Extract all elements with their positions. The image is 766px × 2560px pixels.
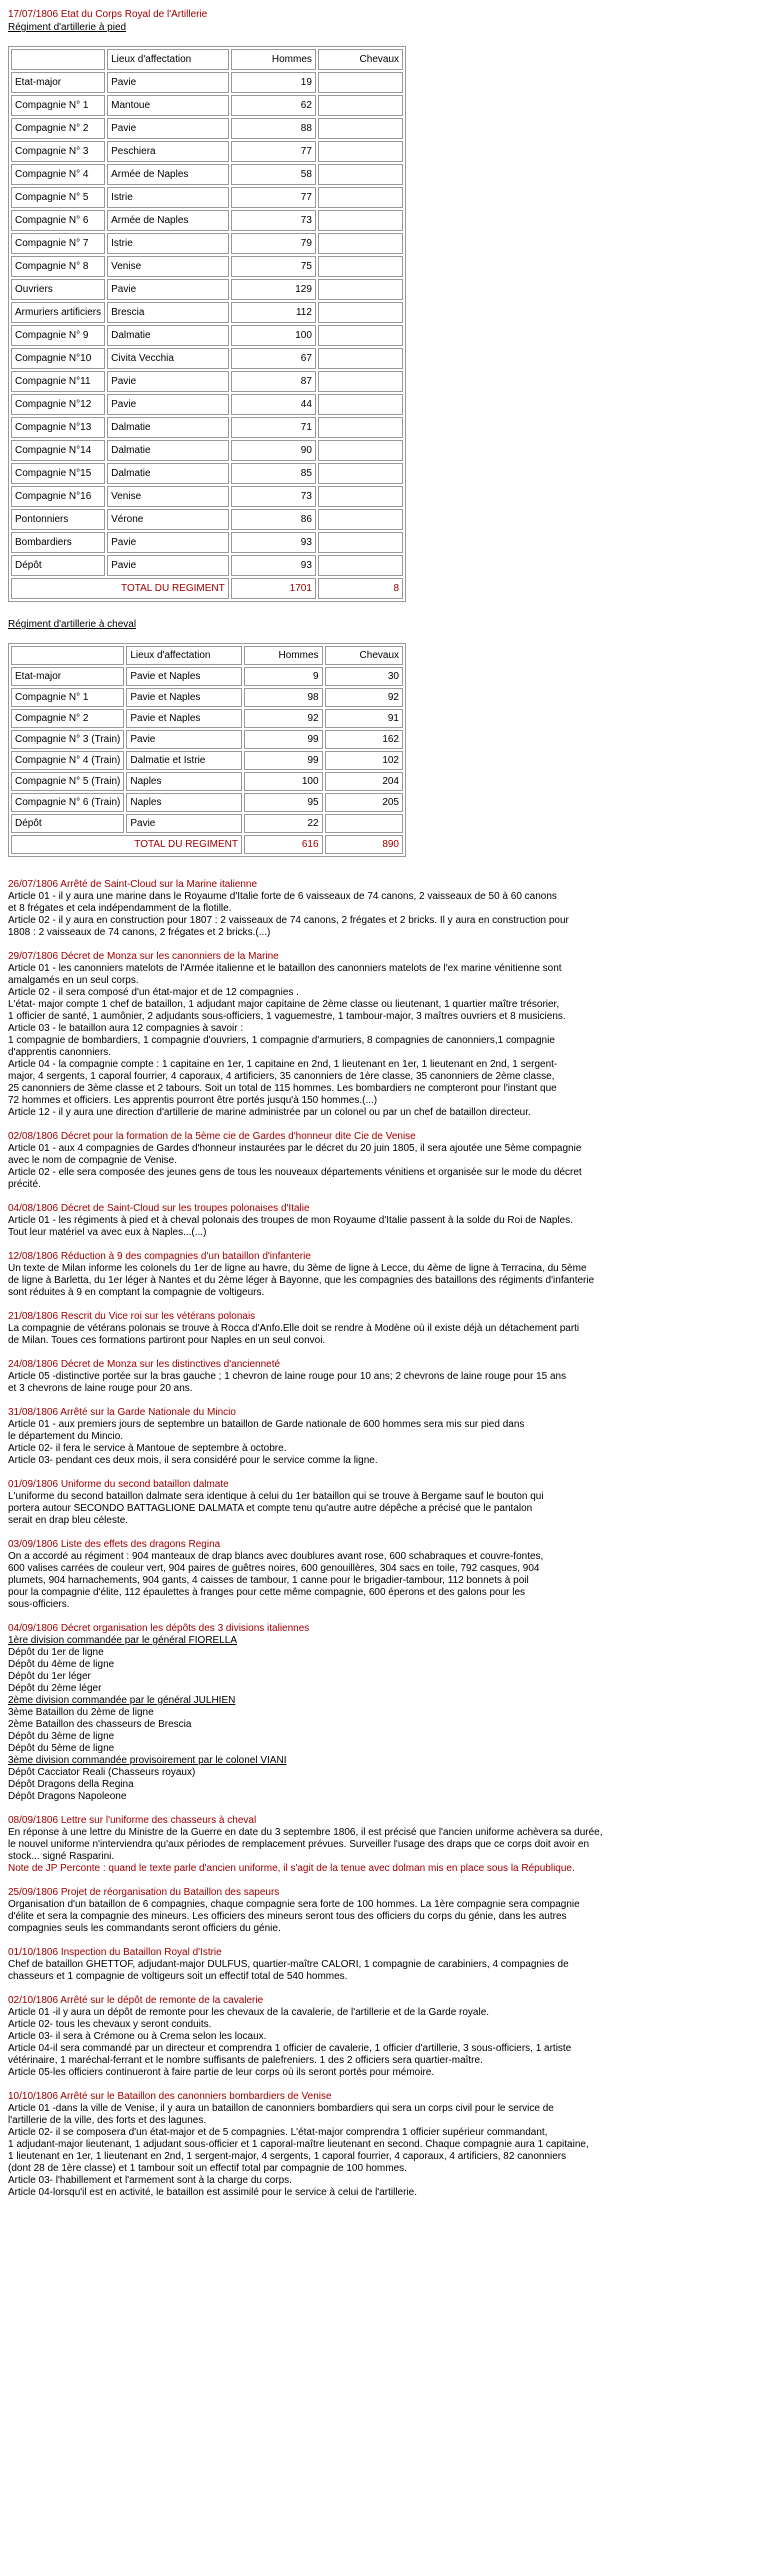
decree-line: portera autour SECONDO BATTAGLIONE DALMATA et compte tenu qu'autre autre dépêche a précisé que le pantalon (8, 1503, 533, 1514)
decree-line: Article 01 - aux premiers jours de septembre un bataillon de Garde nationale de 600 hommes sera mis sur pied dans (8, 1419, 525, 1430)
table-cell: 92 (325, 688, 403, 707)
table-cell: 95 (244, 793, 323, 812)
table-cell (318, 187, 403, 208)
table-cell: 9 (244, 667, 323, 686)
table-row (11, 348, 403, 369)
decree-line: Article 01 -il y aura un dépôt de remonte pour les chevaux de la cavalerie, de l'artillerie et de la Garde royale. (8, 2007, 490, 2018)
decree-line: Un texte de Milan informe les colonels du 1er de ligne au havre, du 3ème de ligne à Lecce, du 4ème de ligne à Terracina, du 5ème (8, 1263, 587, 1274)
table-row (11, 164, 403, 185)
table-cell (318, 394, 403, 415)
table-cell: 79 (231, 233, 316, 254)
decree-entry (8, 1623, 758, 1803)
table-cell: Vérone (107, 509, 229, 530)
table-cell (318, 509, 403, 530)
table-cell: Compagnie N° 1 (11, 95, 105, 116)
decree-line: L'état- major compte 1 chef de bataillon, 1 adjudant major capitaine de 2ème classe ou lieutenant, 1 quartier maître trésorier, (8, 999, 560, 1010)
table-row (11, 210, 403, 231)
table-cell (318, 118, 403, 139)
decree-entry (8, 1887, 758, 1935)
depot-line: Dépôt Cacciator Reali (Chasseurs royaux) (8, 1767, 196, 1778)
decree-heading: 01/10/1806 Inspection du Bataillon Royal d'Istrie (8, 1947, 222, 1958)
table-cell (318, 371, 403, 392)
decree-line: d'élite et sera la compagnie des mineurs. Les officiers des mineurs seront tous des officiers du corps du génie, dans les autres (8, 1911, 567, 1922)
decree-line: (dont 28 de 1ère classe) et 1 tambour soit un effectif total par compagnie de 100 hommes. (8, 2163, 407, 2174)
table-cell: Pavie (107, 371, 229, 392)
document-title: 17/07/1806 Etat du Corps Royal de l'Artillerie (8, 9, 208, 20)
horse-artillery-table (8, 643, 406, 857)
decree-line: précité. (8, 1179, 41, 1190)
table-cell: Compagnie N°13 (11, 417, 105, 438)
total-row (11, 835, 403, 854)
table-cell (318, 532, 403, 553)
table-cell: Compagnie N° 5 (Train) (11, 772, 124, 791)
table-cell: Compagnie N° 8 (11, 256, 105, 277)
decree-line: 1 lieutenant en 1er, 1 lieutenant en 2nd, 1 sergent-major, 4 sergents, 1 caporal fourrier, 4 caporaux, 4 artificiers, 82 canonniers (8, 2151, 567, 2162)
table-cell: Dépôt (11, 555, 105, 576)
table-row (11, 233, 403, 254)
decree-line: et 8 frégates et cela indépendamment de la flotille. (8, 903, 232, 914)
depot-line: Dépôt du 2ème léger (8, 1683, 102, 1694)
table-cell: Compagnie N°10 (11, 348, 105, 369)
decree-heading: 08/09/1806 Lettre sur l'uniforme des chasseurs à cheval (8, 1815, 257, 1826)
table-cell: Pontonniers (11, 509, 105, 530)
table-cell (318, 348, 403, 369)
table-header-row (11, 646, 403, 665)
table-cell: Ouvriers (11, 279, 105, 300)
table-cell: Compagnie N° 2 (11, 709, 124, 728)
decree-entry (8, 1539, 758, 1611)
author-note: Note de JP Perconte : quand le texte parle d'ancien uniforme, il s'agit de la tenue avec dolman mis en place sous la République. (8, 1863, 575, 1874)
table-cell: 100 (244, 772, 323, 791)
table-cell (318, 417, 403, 438)
table-row (11, 532, 403, 553)
decree-line: Chef de bataillon GHETTOF, adjudant-major DULFUS, quartier-maître CALORI, 1 compagnie de carabiniers, 4 compagnies de (8, 1959, 569, 1970)
table-row (11, 394, 403, 415)
total-men: 1701 (231, 578, 316, 599)
table-cell (318, 256, 403, 277)
table-cell (318, 325, 403, 346)
table-row (11, 709, 403, 728)
table-cell: Compagnie N° 6 (Train) (11, 793, 124, 812)
table-cell: Etat-major (11, 667, 124, 686)
table-cell: Civita Vecchia (107, 348, 229, 369)
decree-line: plumets, 904 harnachements, 904 gants, 4 caisses de tambour, 1 canne pour le brigadier-tambour, 112 bonnets à poil (8, 1575, 529, 1586)
decree-line: On a accordé au régiment : 904 manteaux de drap blancs avec doublures avant rose, 600 schabraques et couvre-fontes, (8, 1551, 544, 1562)
table-cell: Armée de Naples (107, 164, 229, 185)
decree-line: l'artillerie de la ville, des forts et des lagunes. (8, 2115, 207, 2126)
table-row (11, 256, 403, 277)
decree-entry (8, 1251, 758, 1299)
table-row (11, 371, 403, 392)
table-row (11, 814, 403, 833)
table-cell: 85 (231, 463, 316, 484)
table-cell: 112 (231, 302, 316, 323)
decree-line: Article 01 - les canonniers matelots de l'Armée italienne et le bataillon des canonniers matelots de l'ex marine vénitienne sont (8, 963, 562, 974)
table-row (11, 325, 403, 346)
table-cell: Brescia (107, 302, 229, 323)
table-cell: 19 (231, 72, 316, 93)
decree-entry (8, 1947, 758, 1983)
table-cell: 22 (244, 814, 323, 833)
table-cell: 91 (325, 709, 403, 728)
table-cell: 77 (231, 187, 316, 208)
decree-heading: 26/07/1806 Arrêté de Saint-Cloud sur la Marine italienne (8, 879, 258, 890)
table-cell: Dalmatie (107, 325, 229, 346)
table-cell: Venise (107, 486, 229, 507)
decree-list (8, 879, 758, 2199)
decree-entry (8, 1131, 758, 1191)
decree-entry (8, 879, 758, 939)
total-label: TOTAL DU REGIMENT (11, 578, 229, 599)
table-cell (318, 440, 403, 461)
decree-heading: 31/08/1806 Arrêté sur la Garde Nationale du Mincio (8, 1407, 236, 1418)
table-cell: Pavie et Naples (126, 709, 242, 728)
table-cell: Pavie et Naples (126, 667, 242, 686)
depot-line: Dépôt Dragons della Regina (8, 1779, 134, 1790)
table-cell (318, 463, 403, 484)
table-cell: 162 (325, 730, 403, 749)
decree-line: La compagnie de vétérans polonais se trouve à Rocca d'Anfo.Elle doit se rendre à Modène où il existe déjà un détachement parti (8, 1323, 580, 1334)
decree-line: chasseurs et 1 compagnie de voltigeurs soit un effectif total de 540 hommes. (8, 1971, 348, 1982)
decree-line: major, 4 sergents, 1 caporal fourrier, 4 caporaux, 4 artificiers, 35 canonniers de 1ère classe, 35 canonniers de 2ème classe, (8, 1071, 555, 1082)
decree-line: En réponse à une lettre du Ministre de la Guerre en date du 3 septembre 1806, il est précisé que l'ancien uniforme achèvera sa durée, (8, 1827, 603, 1838)
depot-line: 3ème Bataillon du 2ème de ligne (8, 1707, 154, 1718)
decree-entry (8, 1311, 758, 1347)
decree-line: Article 02- il se composera d'un état-major et de 5 compagnies. L'état-major comprendra 1 officier supérieur commandant, (8, 2127, 548, 2138)
decree-entry (8, 1359, 758, 1395)
table-row (11, 667, 403, 686)
decree-line: L'uniforme du second bataillon dalmate sera identique à celui du 1er bataillon qui se trouve à Bergame sauf le bouton qui (8, 1491, 544, 1502)
decree-line: de Milan. Toues ces formations partiront pour Naples en un seul convoi. (8, 1335, 326, 1346)
column-header: Hommes (244, 646, 323, 665)
table-row (11, 141, 403, 162)
division-heading: 2ème division commandée par le général JULHIEN (8, 1695, 236, 1706)
decree-line: Article 05 -distinctive portée sur la bras gauche ; 1 chevron de laine rouge pour 10 ans; 2 chevrons de laine rouge pour 15 ans (8, 1371, 567, 1382)
column-header: Lieux d'affectation (126, 646, 242, 665)
table-cell: Compagnie N° 9 (11, 325, 105, 346)
total-horses: 890 (325, 835, 403, 854)
decree-line: 1 compagnie de bombardiers, 1 compagnie d'ouvriers, 1 compagnie d'armuriers, 8 compagnies de canonniers,1 compagnie (8, 1035, 555, 1046)
table-cell: Peschiera (107, 141, 229, 162)
total-men: 616 (244, 835, 323, 854)
table-row (11, 72, 403, 93)
table-cell (318, 555, 403, 576)
table-row (11, 279, 403, 300)
decree-heading: 02/08/1806 Décret pour la formation de la 5ème cie de Gardes d'honneur dite Cie de Venise (8, 1131, 416, 1142)
table-cell: 98 (244, 688, 323, 707)
table-cell: Compagnie N° 3 (Train) (11, 730, 124, 749)
table-row (11, 440, 403, 461)
decree-heading: 03/09/1806 Liste des effets des dragons Regina (8, 1539, 221, 1550)
table-cell (325, 814, 403, 833)
table-cell (318, 141, 403, 162)
decree-line: Article 03 - le bataillon aura 12 compagnies à savoir : (8, 1023, 244, 1034)
depot-line: Dépôt du 3ème de ligne (8, 1731, 115, 1742)
table-cell: Dalmatie (107, 417, 229, 438)
table-row (11, 793, 403, 812)
table-row (11, 772, 403, 791)
decree-heading: 04/08/1806 Décret de Saint-Cloud sur les troupes polonaises d'Italie (8, 1203, 310, 1214)
table-cell: Pavie (107, 279, 229, 300)
decree-line: avec le nom de compagnie de Venise. (8, 1155, 177, 1166)
table-cell: Pavie et Naples (126, 688, 242, 707)
table-cell: 93 (231, 532, 316, 553)
table-cell: Pavie (126, 730, 242, 749)
table-cell: Compagnie N° 7 (11, 233, 105, 254)
table-cell: 129 (231, 279, 316, 300)
decree-entry (8, 951, 758, 1119)
table-cell: 67 (231, 348, 316, 369)
decree-entry (8, 1203, 758, 1239)
decree-heading: 12/08/1806 Réduction à 9 des compagnies d'un bataillon d'infanterie (8, 1251, 311, 1262)
table-cell: Dépôt (11, 814, 124, 833)
table-cell: 71 (231, 417, 316, 438)
decree-line: 25 canonniers de 3ème classe et 2 tabours. Soit un total de 115 hommes. Les bombardiers ne compteront pour l'instant que (8, 1083, 557, 1094)
decree-line: compagnies seuls les commandants seront officiers du génie. (8, 1923, 281, 1934)
decree-heading: 24/08/1806 Décret de Monza sur les distinctives d'ancienneté (8, 1359, 281, 1370)
table-cell: Compagnie N° 4 (Train) (11, 751, 124, 770)
decree-line: Article 02 - elle sera composée des jeunes gens de tous les nouveaux départements vénitiens et organisée sur le mode du décret (8, 1167, 582, 1178)
decree-line: d'apprentis canonniers. (8, 1047, 112, 1058)
decree-heading: 25/09/1806 Projet de réorganisation du Bataillon des sapeurs (8, 1887, 280, 1898)
depot-line: Dépôt du 4ème de ligne (8, 1659, 115, 1670)
table-cell: Compagnie N° 2 (11, 118, 105, 139)
table-cell: 100 (231, 325, 316, 346)
table-cell: Dalmatie et Istrie (126, 751, 242, 770)
table-row (11, 417, 403, 438)
table-cell: 99 (244, 751, 323, 770)
column-header (11, 646, 124, 665)
depot-line: 2ème Bataillon des chasseurs de Brescia (8, 1719, 192, 1730)
division-heading: 3ème division commandée provisoirement par le colonel VIANI (8, 1755, 287, 1766)
table-cell: Compagnie N° 5 (11, 187, 105, 208)
table-cell: Compagnie N°14 (11, 440, 105, 461)
table-cell: Bombardiers (11, 532, 105, 553)
decree-line: 600 valises carrées de couleur vert, 904 paires de guêtres noires, 600 genouillères, 304 sacs en toile, 792 casques, 904 (8, 1563, 540, 1574)
section-subtitle-foot: Régiment d'artillerie à pied (8, 22, 127, 33)
table-cell: Pavie (107, 532, 229, 553)
decree-line: Article 02 - il sera composé d'un état-major et de 12 compagnies . (8, 987, 299, 998)
decree-line: Article 02 - il y aura en construction pour 1807 : 2 vaisseaux de 74 canons, 2 frégates et 2 bricks. Il y aura en construction pour (8, 915, 569, 926)
table-cell (318, 302, 403, 323)
table-cell: Armée de Naples (107, 210, 229, 231)
table-cell: Armuriers artificiers (11, 302, 105, 323)
table-cell: 99 (244, 730, 323, 749)
decree-entry (8, 1407, 758, 1467)
decree-entry (8, 1815, 758, 1875)
decree-heading: 01/09/1806 Uniforme du second bataillon dalmate (8, 1479, 229, 1490)
decree-line: Article 03- l'habillement et l'armement sont à la charge du corps. (8, 2175, 292, 2186)
table-cell (318, 233, 403, 254)
table-cell: Pavie (107, 394, 229, 415)
decree-heading: 21/08/1806 Rescrit du Vice roi sur les vétérans polonais (8, 1311, 256, 1322)
total-label: TOTAL DU REGIMENT (11, 835, 242, 854)
decree-line: Article 03- pendant ces deux mois, il sera considéré pour le service comme la ligne. (8, 1455, 378, 1466)
decree-line: Organisation d'un bataillon de 6 compagnies, chaque compagnie sera forte de 100 hommes. La 1ère compagnie sera compagnie (8, 1899, 580, 1910)
table-cell: Compagnie N°12 (11, 394, 105, 415)
table-cell: Istrie (107, 233, 229, 254)
table-row (11, 688, 403, 707)
table-cell: Etat-major (11, 72, 105, 93)
column-header (11, 49, 105, 70)
table-cell: Compagnie N° 3 (11, 141, 105, 162)
depot-line: Dépôt du 1er de ligne (8, 1647, 104, 1658)
decree-line: 1 adjudant-major lieutenant, 1 adjudant sous-officier et 1 caporal-maître lieutenant en second. Chaque compagnie aura 1 capitaine, (8, 2139, 589, 2150)
decree-line: le département du Mincio. (8, 1431, 124, 1442)
decree-line: Tout leur matériel va avec eux à Naples...(...) (8, 1227, 207, 1238)
table-cell (318, 164, 403, 185)
column-header: Lieux d'affectation (107, 49, 229, 70)
decree-line: Article 01 - aux 4 compagnies de Gardes d'honneur instaurées par le décret du 20 juin 1805, il sera ajoutée une 5ème compagnie (8, 1143, 582, 1154)
decree-entry (8, 2091, 758, 2199)
decree-line: 1808 : 2 vaisseaux de 74 canons, 2 frégates et 2 bricks.(...) (8, 927, 271, 938)
table-cell: Naples (126, 772, 242, 791)
table-cell: 93 (231, 555, 316, 576)
table-row (11, 751, 403, 770)
table-cell: Compagnie N°15 (11, 463, 105, 484)
decree-line: serait en drap bleu céleste. (8, 1515, 129, 1526)
table-cell: 86 (231, 509, 316, 530)
table-cell: Istrie (107, 187, 229, 208)
table-cell: Compagnie N°11 (11, 371, 105, 392)
column-header: Chevaux (325, 646, 403, 665)
total-row (11, 578, 403, 599)
table-cell: Pavie (126, 814, 242, 833)
table-cell: Venise (107, 256, 229, 277)
decree-line: amalgamés en un seul corps. (8, 975, 139, 986)
table-cell: Compagnie N° 4 (11, 164, 105, 185)
decree-heading: 29/07/1806 Décret de Monza sur les canonniers de la Marine (8, 951, 279, 962)
table-cell (318, 279, 403, 300)
table-cell: Pavie (107, 555, 229, 576)
table-cell: 44 (231, 394, 316, 415)
decree-line: Article 03- il sera à Crémone ou à Crema selon les locaux. (8, 2031, 267, 2042)
decree-line: Article 04-lorsqu'il est en activité, le bataillon est assimilé pour le service à celui de l'artillerie. (8, 2187, 417, 2198)
foot-artillery-table (8, 46, 406, 602)
table-cell: Naples (126, 793, 242, 812)
table-row (11, 730, 403, 749)
section-subtitle-horse: Régiment d'artillerie à cheval (8, 619, 137, 630)
table-cell: 73 (231, 486, 316, 507)
column-header: Hommes (231, 49, 316, 70)
table-cell: 77 (231, 141, 316, 162)
table-cell: Pavie (107, 118, 229, 139)
table-cell: 90 (231, 440, 316, 461)
table-cell: 204 (325, 772, 403, 791)
table-row (11, 555, 403, 576)
decree-line: Article 01 -dans la ville de Venise, il y aura un bataillon de canonniers bombardiers qui sera un corps civil pour le service de (8, 2103, 554, 2114)
table-cell: Compagnie N°16 (11, 486, 105, 507)
decree-line: sous-officiers. (8, 1599, 70, 1610)
table-cell: Mantoue (107, 95, 229, 116)
total-horses: 8 (318, 578, 403, 599)
table-cell (318, 210, 403, 231)
decree-line: Article 04-il sera commandé par un directeur et comprendra 1 officier de cavalerie, 1 officier d'artillerie, 3 sous-officiers, 1 artiste (8, 2043, 572, 2054)
decree-line: sont réduites à 9 en comptant la compagnie de voltigeurs. (8, 1287, 265, 1298)
decree-line: pour la compagnie d'élite, 112 épaulettes à franges pour cette même compagnie, 600 éperons et des galons pour les (8, 1587, 526, 1598)
table-cell: 73 (231, 210, 316, 231)
decree-line: Article 05-les officiers continueront à faire partie de leur corps où ils seront portés pour mémoire. (8, 2067, 435, 2078)
table-row (11, 486, 403, 507)
table-cell (318, 72, 403, 93)
table-row (11, 509, 403, 530)
table-cell: 102 (325, 751, 403, 770)
table-cell: 75 (231, 256, 316, 277)
table-cell: 30 (325, 667, 403, 686)
decree-line: Article 04 - la compagnie compte : 1 capitaine en 1er, 1 capitaine en 2nd, 1 lieutenant en 1er, 1 lieutenant en 2nd, 1 sergent- (8, 1059, 558, 1070)
column-header: Chevaux (318, 49, 403, 70)
decree-line: Article 12 - il y aura une direction d'artillerie de marine administrée par un colonel ou par un chef de bataillon directeur. (8, 1107, 531, 1118)
decree-entry (8, 1479, 758, 1527)
table-cell (318, 486, 403, 507)
decree-line: 1 officier de santé, 1 aumônier, 2 adjudants sous-officiers, 1 vaguemestre, 1 tambour-major, 3 maîtres ouvriers et 8 musiciens. (8, 1011, 566, 1022)
decree-line: Article 01 - il y aura une marine dans le Royaume d'Italie forte de 6 vaisseaux de 74 canons, 2 vaisseaux de 50 à 60 canons (8, 891, 557, 902)
depot-line: Dépôt du 1er léger (8, 1671, 91, 1682)
table-row (11, 302, 403, 323)
table-row (11, 118, 403, 139)
table-cell (318, 95, 403, 116)
depot-line: Dépôt Dragons Napoleone (8, 1791, 127, 1802)
decree-entry (8, 1995, 758, 2079)
decree-heading: 02/10/1806 Arrêté sur le dépôt de remonte de la cavalerie (8, 1995, 264, 2006)
decree-line: Article 02- il fera le service à Mantoue de septembre à octobre. (8, 1443, 287, 1454)
table-cell: 88 (231, 118, 316, 139)
table-row (11, 187, 403, 208)
table-cell: 205 (325, 793, 403, 812)
table-cell: Compagnie N° 1 (11, 688, 124, 707)
table-cell: Pavie (107, 72, 229, 93)
decree-line: de ligne à Barletta, du 1er léger à Nantes et du 2ème léger à Bayonne, que les compagnies des bataillons des régiments d'infanterie (8, 1275, 595, 1286)
decree-line: et 3 chevrons de laine rouge pour 20 ans. (8, 1383, 193, 1394)
decree-line: Article 01 - les régiments à pied et à cheval polonais des troupes de mon Royaume d'Italie passent à la solde du Roi de Naples. (8, 1215, 574, 1226)
table-cell: 62 (231, 95, 316, 116)
table-header-row (11, 49, 403, 70)
table-cell: 87 (231, 371, 316, 392)
decree-line: stock... signé Rasparini. (8, 1851, 115, 1862)
decree-line: Article 02- tous les chevaux y seront conduits. (8, 2019, 212, 2030)
decree-line: vétérinaire, 1 maréchal-ferrant et le nombre suffisants de palefreniers. 1 des 2 officiers sera quartier-maître. (8, 2055, 483, 2066)
table-cell: 92 (244, 709, 323, 728)
decree-line: 72 hommes et officiers. Les apprentis pourront être portés jusqu'à 150 hommes.(...) (8, 1095, 378, 1106)
table-cell: Dalmatie (107, 440, 229, 461)
table-cell: Dalmatie (107, 463, 229, 484)
depot-line: Dépôt du 5ème de ligne (8, 1743, 115, 1754)
decree-line: le nouvel uniforme n'interviendra qu'aux périodes de remplacement prévues. Surveiller l'usage des draps que ce corps doit avoir en (8, 1839, 590, 1850)
table-cell: Compagnie N° 6 (11, 210, 105, 231)
decree-heading: 10/10/1806 Arrêté sur le Bataillon des canonniers bombardiers de Venise (8, 2091, 332, 2102)
table-cell: 58 (231, 164, 316, 185)
division-heading: 1ère division commandée par le général FIORELLA (8, 1635, 238, 1646)
table-row (11, 463, 403, 484)
decree-heading: 04/09/1806 Décret organisation les dépôts des 3 divisions italiennes (8, 1623, 310, 1634)
table-row (11, 95, 403, 116)
